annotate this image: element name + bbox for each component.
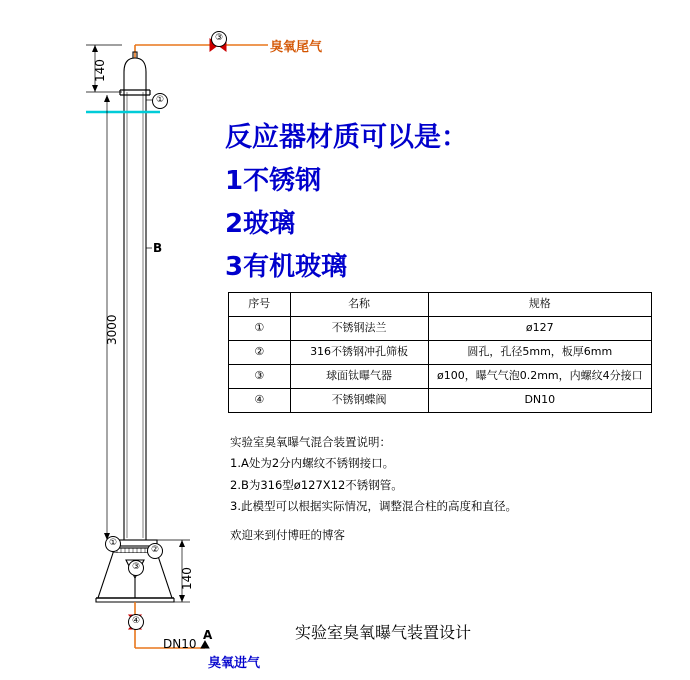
description-line-1: 1.A处为2分内螺纹不锈钢接口。 [230, 456, 395, 471]
table-cell-no: ② [229, 341, 291, 365]
table-cell-name: 不锈钢法兰 [290, 317, 428, 341]
table-cell-name: 不锈钢蝶阀 [290, 389, 428, 413]
table-cell-spec: 圆孔，孔径5mm，板厚6mm [428, 341, 651, 365]
table-cell-name: 316不锈钢冲孔筛板 [290, 341, 428, 365]
table-cell-name: 球面钛曝气器 [290, 365, 428, 389]
point-a-marker [201, 641, 209, 648]
material-note-1: 1不锈钢 [225, 165, 322, 196]
callout-3-diffuser: ③ [128, 560, 144, 576]
table-row [229, 365, 652, 389]
table-cell-no: ③ [229, 365, 291, 389]
dim-top-140: 140 [93, 59, 107, 82]
table-cell-no: ① [229, 317, 291, 341]
ozone-offgas-pipe [135, 45, 268, 62]
table-header-spec: 规格 [428, 293, 651, 317]
table-header-row [229, 293, 652, 317]
description-line-3: 3.此模型可以根据实际情况，调整混合柱的高度和直径。 [230, 498, 517, 513]
material-note-2: 2玻璃 [225, 208, 296, 239]
description-spacer [230, 517, 630, 525]
label-point-a: A [203, 628, 213, 642]
callout-2-sieve-plate: ② [147, 543, 163, 559]
label-point-b: B [153, 241, 163, 255]
callout-1-top-flange: ① [152, 93, 168, 109]
description-line-2: 2.B为316型ø127X12不锈钢管。 [230, 477, 403, 492]
description-title: 实验室臭氧曝气混合装置说明： [230, 435, 391, 449]
table-header-name: 名称 [290, 293, 428, 317]
label-ozone-inlet: 臭氧进气 [208, 656, 261, 671]
table-header-no: 序号 [229, 293, 291, 317]
callout-3-top: ③ [211, 31, 227, 47]
dim-column-3000: 3000 [105, 314, 119, 345]
callout-4-valve: ④ [128, 614, 144, 630]
table-row [229, 389, 652, 413]
material-notes [225, 122, 468, 283]
table-cell-spec: DN10 [428, 389, 651, 413]
label-ozone-offgas: 臭氧尾气 [270, 40, 323, 55]
description-block [230, 432, 630, 546]
description-footer: 欢迎来到付博旺的博客 [230, 528, 345, 543]
reaction-column [120, 52, 150, 540]
table-cell-spec: ø100，曝气气泡0.2mm，内螺纹4分接口 [428, 365, 651, 389]
dim-bottom-140: 140 [180, 567, 194, 590]
material-notes-heading: 反应器材质可以是： [225, 122, 468, 153]
material-note-3: 3有机玻璃 [225, 251, 348, 282]
drawing-caption: 实验室臭氧曝气装置设计 [295, 623, 472, 642]
callout-1-bottom-flange: ① [105, 536, 121, 552]
table-cell-spec: ø127 [428, 317, 651, 341]
table-row [229, 341, 652, 365]
table-cell-no: ④ [229, 389, 291, 413]
spec-table [228, 292, 652, 413]
table-row [229, 317, 652, 341]
label-dn10: DN10 [163, 637, 197, 651]
